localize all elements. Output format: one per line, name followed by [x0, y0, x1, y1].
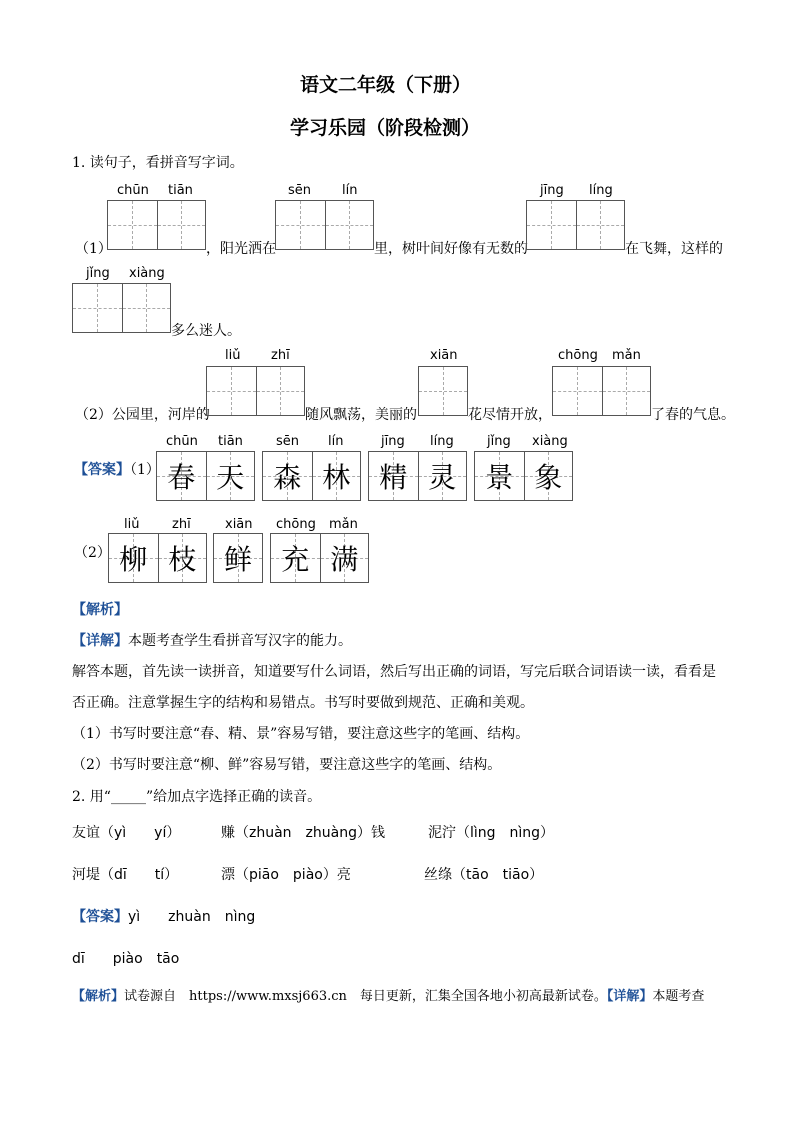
answer-grid: 鲜 [213, 533, 263, 583]
pinyin: xiàng [129, 266, 165, 281]
sentence-text: 里，树叶间好像有无数的 [374, 241, 528, 257]
pinyin: sēn [276, 434, 300, 449]
reading-choice[interactable]: 泥泞（lìng nìng） [428, 825, 555, 841]
pinyin: jǐng [86, 266, 110, 281]
q2-answer: 【答案】yì zhuàn nìng [72, 909, 256, 925]
answer-grid-blank[interactable] [206, 366, 305, 416]
answer-label: （2） [74, 545, 111, 561]
sentence-2-label: （2）公园里，河岸的 [75, 407, 210, 423]
answer-grid: 景 象 [474, 451, 573, 501]
sentence-text: 随风飘荡，美丽的 [305, 407, 417, 423]
answer-label: 【答案】（1） [74, 462, 160, 478]
answer-grid-blank[interactable] [418, 366, 468, 416]
q2-answer-line2: dī piào tāo [72, 951, 180, 967]
reading-choice[interactable]: 河堤（dī tí） [72, 867, 179, 883]
sentence-text: 了春的气息。 [651, 407, 735, 423]
pinyin: mǎn [329, 517, 358, 532]
reading-choice[interactable]: 丝绦（tāo tiāo） [424, 867, 544, 883]
reading-choice[interactable]: 漂（piāo piào）亮 [221, 867, 351, 883]
pinyin: tiān [218, 434, 243, 449]
pinyin: chōng [558, 348, 598, 363]
pinyin: xiān [430, 348, 458, 363]
sentence-text: 在飞舞，这样的 [625, 241, 723, 257]
analysis-paragraph: （2）书写时要注意“柳、鲜”容易写错，要注意这些字的笔画、结构。 [72, 757, 502, 773]
answer-grid-blank[interactable] [107, 200, 206, 250]
pinyin: zhī [271, 348, 290, 363]
answer-grid-blank[interactable] [552, 366, 651, 416]
question-1-prompt: 1. 读句子，看拼音写字词。 [72, 155, 244, 171]
page-subtitle: 学习乐园（阶段检测） [290, 117, 481, 139]
pinyin: líng [430, 434, 454, 449]
sentence-text: ，阳光洒在 [206, 241, 276, 257]
answer-grid-blank[interactable] [72, 283, 171, 333]
analysis-detail: 【详解】本题考查学生看拼音写汉字的能力。 [72, 633, 352, 649]
answer-grid: 春 天 [156, 451, 255, 501]
pinyin: liǔ [124, 517, 140, 532]
analysis-tag: 【解析】 [72, 602, 128, 618]
pinyin: mǎn [612, 348, 641, 363]
pinyin: lín [328, 434, 344, 449]
pinyin: xiàng [532, 434, 568, 449]
sentence-1-label: （1） [75, 241, 112, 257]
analysis-paragraph: （1）书写时要注意“春、精、景”容易写错，要注意这些字的笔画、结构。 [72, 726, 530, 742]
answer-grid-blank[interactable] [275, 200, 374, 250]
pinyin: chūn [166, 434, 198, 449]
pinyin: liǔ [225, 348, 241, 363]
answer-grid: 森 林 [262, 451, 361, 501]
pinyin: tiān [168, 183, 193, 198]
pinyin: jīng [540, 183, 564, 198]
pinyin: zhī [172, 517, 191, 532]
analysis-paragraph: 否正确。注意掌握生字的结构和易错点。书写时要做到规范、正确和美观。 [72, 695, 534, 711]
analysis-paragraph: 解答本题，首先读一读拼音，知道要写什么词语，然后写出正确的词语，写完后联合词语读一读，看看是 [72, 664, 716, 680]
q2-analysis: 【解析】试卷源自 https://www.mxsj663.cn 每日更新，汇集全国各地小初高最新试卷。【详解】本题考查 [72, 989, 705, 1004]
reading-choice[interactable]: 友谊（yì yí） [72, 825, 181, 841]
sentence-text: 花尽情开放， [468, 407, 552, 423]
pinyin: jǐng [487, 434, 511, 449]
pinyin: líng [589, 183, 613, 198]
pinyin: jīng [381, 434, 405, 449]
pinyin: chūn [117, 183, 149, 198]
answer-grid: 精 灵 [368, 451, 467, 501]
answer-grid: 柳 枝 [108, 533, 207, 583]
pinyin: chōng [276, 517, 316, 532]
answer-grid-blank[interactable] [526, 200, 625, 250]
pinyin: sēn [288, 183, 312, 198]
pinyin: lín [342, 183, 358, 198]
page-title: 语文二年级（下册） [300, 74, 472, 96]
pinyin: xiān [225, 517, 253, 532]
answer-grid: 充 满 [270, 533, 369, 583]
question-2-prompt: 2. 用“_____”给加点字选择正确的读音。 [72, 789, 322, 805]
reading-choice[interactable]: 赚（zhuàn zhuàng）钱 [221, 825, 385, 841]
sentence-text: 多么迷人。 [171, 323, 241, 339]
